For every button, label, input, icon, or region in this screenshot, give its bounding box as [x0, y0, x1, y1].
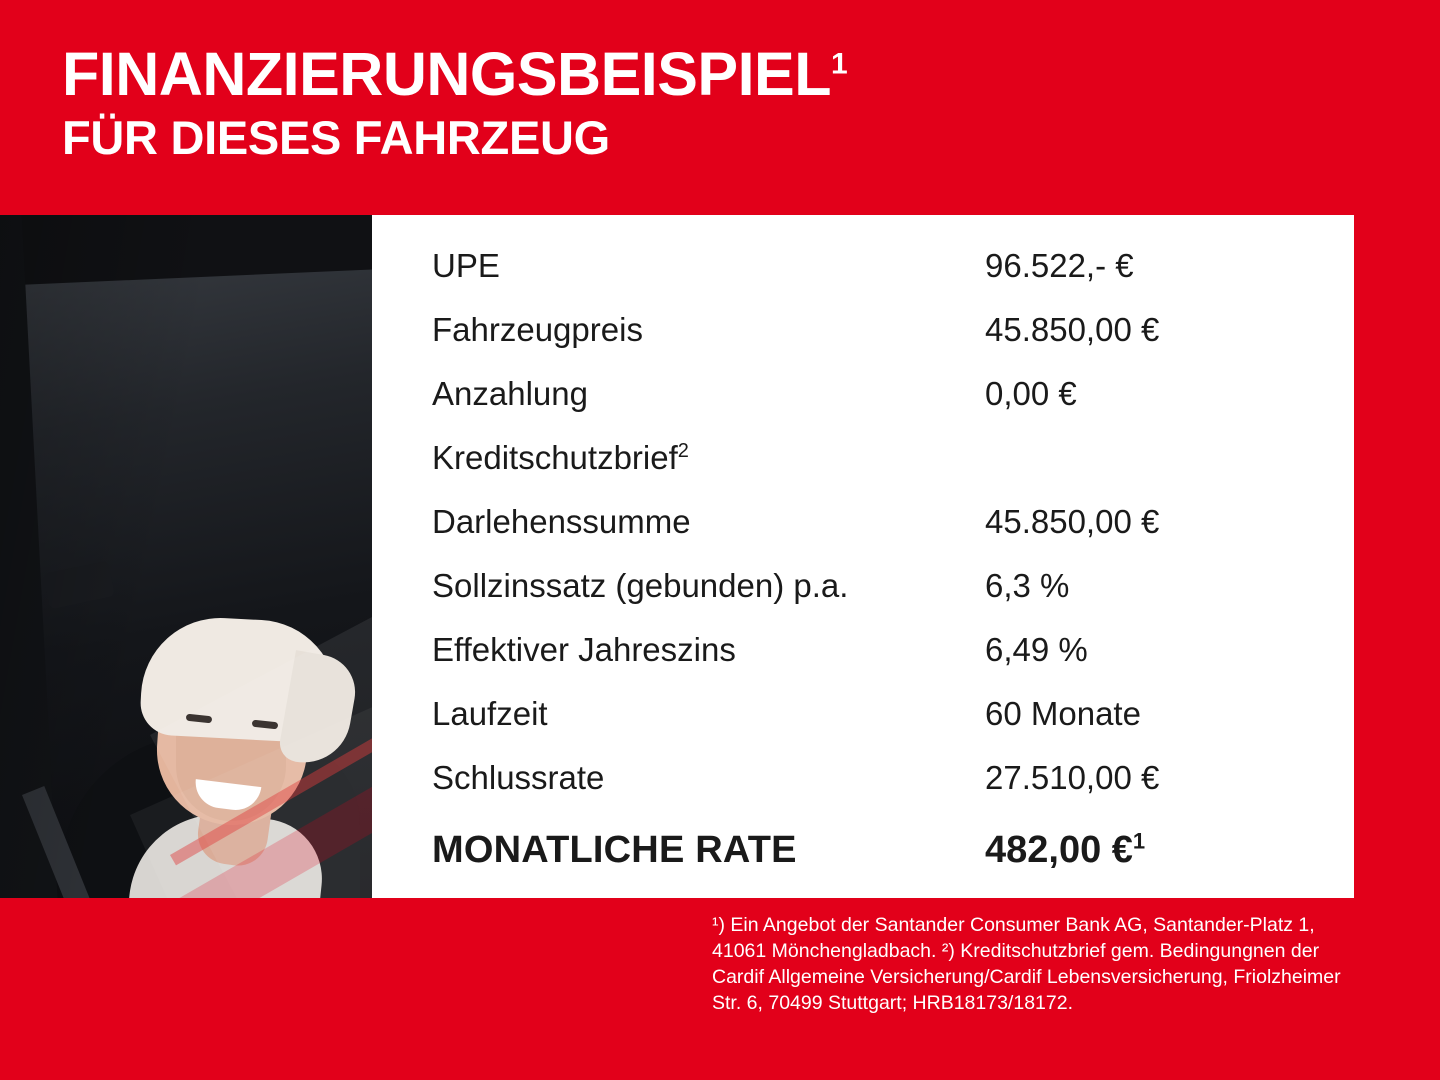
row-label-footnote-marker: 2 [677, 440, 689, 462]
finance-table [372, 215, 1354, 898]
monthly-rate-footnote-marker: 1 [1132, 828, 1146, 854]
photo-shadow-overlay [0, 215, 372, 898]
row-label: Schlussrate [432, 759, 605, 796]
monthly-rate-row [372, 829, 1354, 899]
row-label [432, 439, 985, 477]
row-label: Anzahlung [432, 375, 588, 412]
page-title [62, 42, 1440, 106]
page-title-text: FINANZIERUNGSBEISPIEL [62, 40, 832, 108]
row-value: 45.850,00 € [985, 503, 1160, 540]
table-row [372, 503, 1354, 567]
monthly-rate-label: MONATLICHE RATE [432, 829, 797, 871]
footnote-text: ¹) Ein Angebot der Santander Consumer Bank AG, Santander-Platz 1, 41061 Mönchengladbach. ²) Kreditschutzbrief gem. Bedingungnen der Cardif Allgemeine Versicherung/Cardif Lebensversicherung, Friolzheimer Str. 6, 70499 Stuttgart; HRB18173/18172. [712, 914, 1341, 1014]
vehicle-driver-photo [0, 215, 372, 898]
row-label: Laufzeit [432, 695, 548, 732]
row-label: UPE [432, 247, 500, 284]
page-subtitle: FÜR DIESES FAHRZEUG [62, 111, 610, 164]
row-value: 6,3 % [985, 567, 1070, 604]
table-row [372, 695, 1354, 759]
header-banner [0, 0, 1440, 215]
monthly-rate-amount: 482,00 € [985, 829, 1133, 871]
row-label-text: Kreditschutzbrief [432, 439, 678, 476]
table-row [372, 631, 1354, 695]
table-row [372, 759, 1354, 823]
row-label: Sollzinssatz (gebunden) p.a. [432, 567, 849, 604]
row-label: Darlehenssumme [432, 503, 691, 540]
page-title-footnote-marker: 1 [831, 47, 848, 81]
row-label: Effektiver Jahreszins [432, 631, 736, 668]
table-row [372, 439, 1354, 503]
row-value: 6,49 % [985, 631, 1088, 668]
row-value: 60 Monate [985, 695, 1141, 732]
footnote [712, 912, 1352, 1016]
table-row [372, 247, 1354, 311]
table-row [372, 567, 1354, 631]
content-panel [0, 215, 1354, 898]
row-value: 27.510,00 € [985, 759, 1160, 796]
row-value: 45.850,00 € [985, 311, 1160, 348]
table-row [372, 375, 1354, 439]
table-row [372, 311, 1354, 375]
row-value: 0,00 € [985, 375, 1077, 412]
row-value: 96.522,- € [985, 247, 1134, 284]
row-label: Fahrzeugpreis [432, 311, 643, 348]
monthly-rate-value [985, 829, 1145, 872]
